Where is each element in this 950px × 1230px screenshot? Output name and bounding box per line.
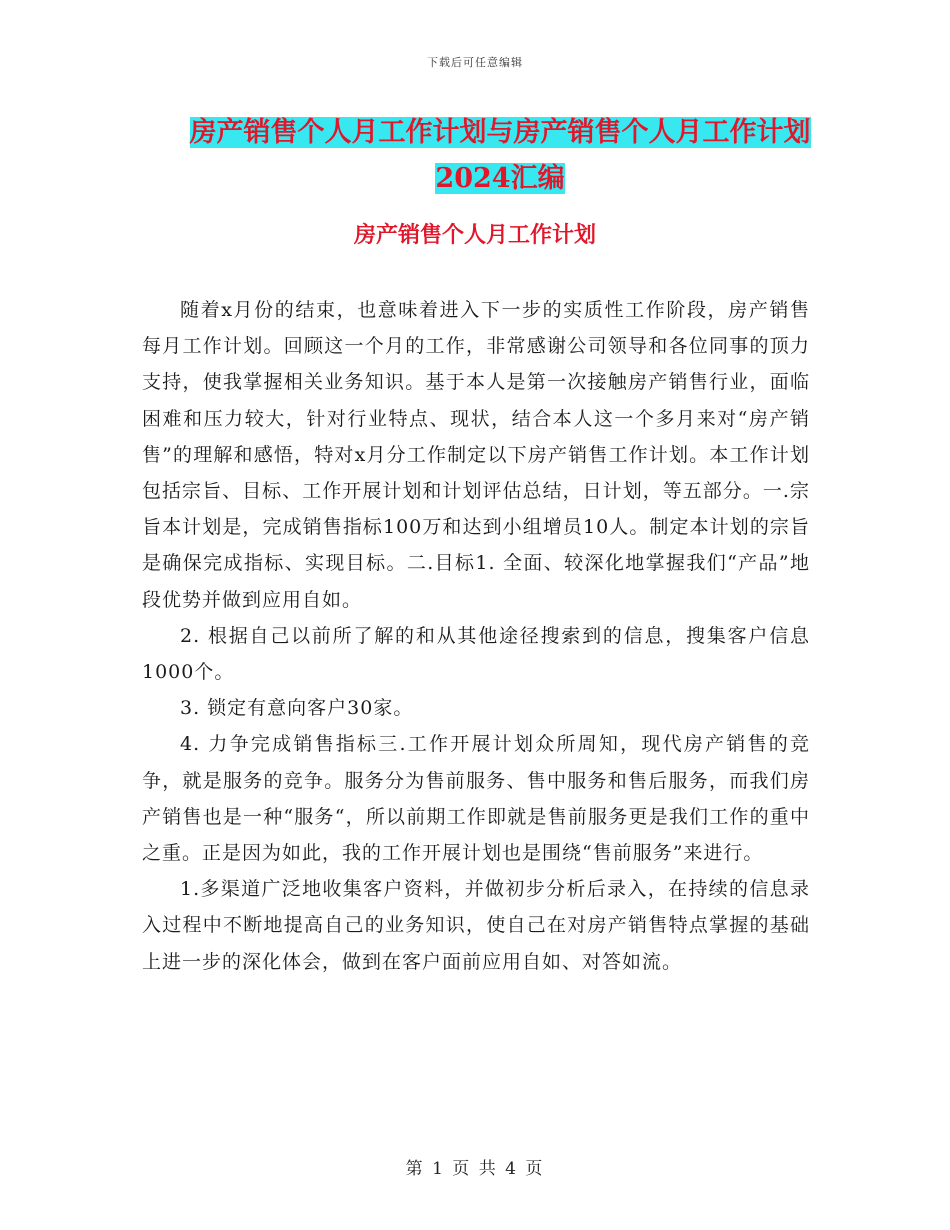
paragraph-goal-4: 4. 力争完成销售指标三.工作开展计划众所周知，现代房产销售的竞争，就是服务的竞争。服务分为售前服务、售中服务和售后服务，而我们房产销售也是一种“服务“，所以前期工作即就是售前服务更是我们工作的重中之重。正是因为如此，我的工作开展计划也是围绕“售前服务”来进行。 <box>142 733 810 865</box>
paragraph-intro: 随着x月份的结束，也意味着进入下一步的实质性工作阶段，房产销售每月工作计划。回顾这一个月的工作，非常感谢公司领导和各位同事的顶力支持，使我掌握相关业务知识。基于本人是第一次接触房产销售行业，面临困难和压力较大，针对行业特点、现状，结合本人这一个多月来对“房产销售”的理解和感悟，特对x月分工作制定以下房产销售工作计划。本工作计划包括宗旨、目标、工作开展计划和计划评估总结，日计划，等五部分。一.宗旨本计划是，完成销售指标100万和达到小组增员10人。制定本计划的宗旨是确保完成指标、实现目标。二.目标1. 全面、较深化地掌握我们“产品”地段优势并做到应用自如。 <box>142 299 810 611</box>
paragraph-goal-3: 3. 锁定有意向客户30家。 <box>180 697 414 720</box>
document-title-line-2 <box>140 156 860 202</box>
document-body <box>142 292 810 980</box>
paragraph-goal-2: 2. 根据自己以前所了解的和从其他途径搜索到的信息，搜集客户信息1000个。 <box>142 624 810 684</box>
document-title <box>140 110 860 202</box>
document-title-text-1: 房产销售个人月工作计划与房产销售个人月工作计划 <box>189 117 811 148</box>
page-header-note: 下载后可任意编辑 <box>427 56 523 69</box>
paragraph-plan-1: 1.多渠道广泛地收集客户资料，并做初步分析后录入，在持续的信息录入过程中不断地提高自己的业务知识，使自己在对房产销售特点掌握的基础上进一步的深化体会，做到在客户面前应用自如、对答如流。 <box>142 878 810 973</box>
document-title-text-2: 2024汇编 <box>435 163 565 194</box>
document-title-line-1 <box>140 110 860 156</box>
page-footer: 第 1 页 共 4 页 <box>405 1159 545 1179</box>
section-heading: 房产销售个人月工作计划 <box>353 222 596 248</box>
